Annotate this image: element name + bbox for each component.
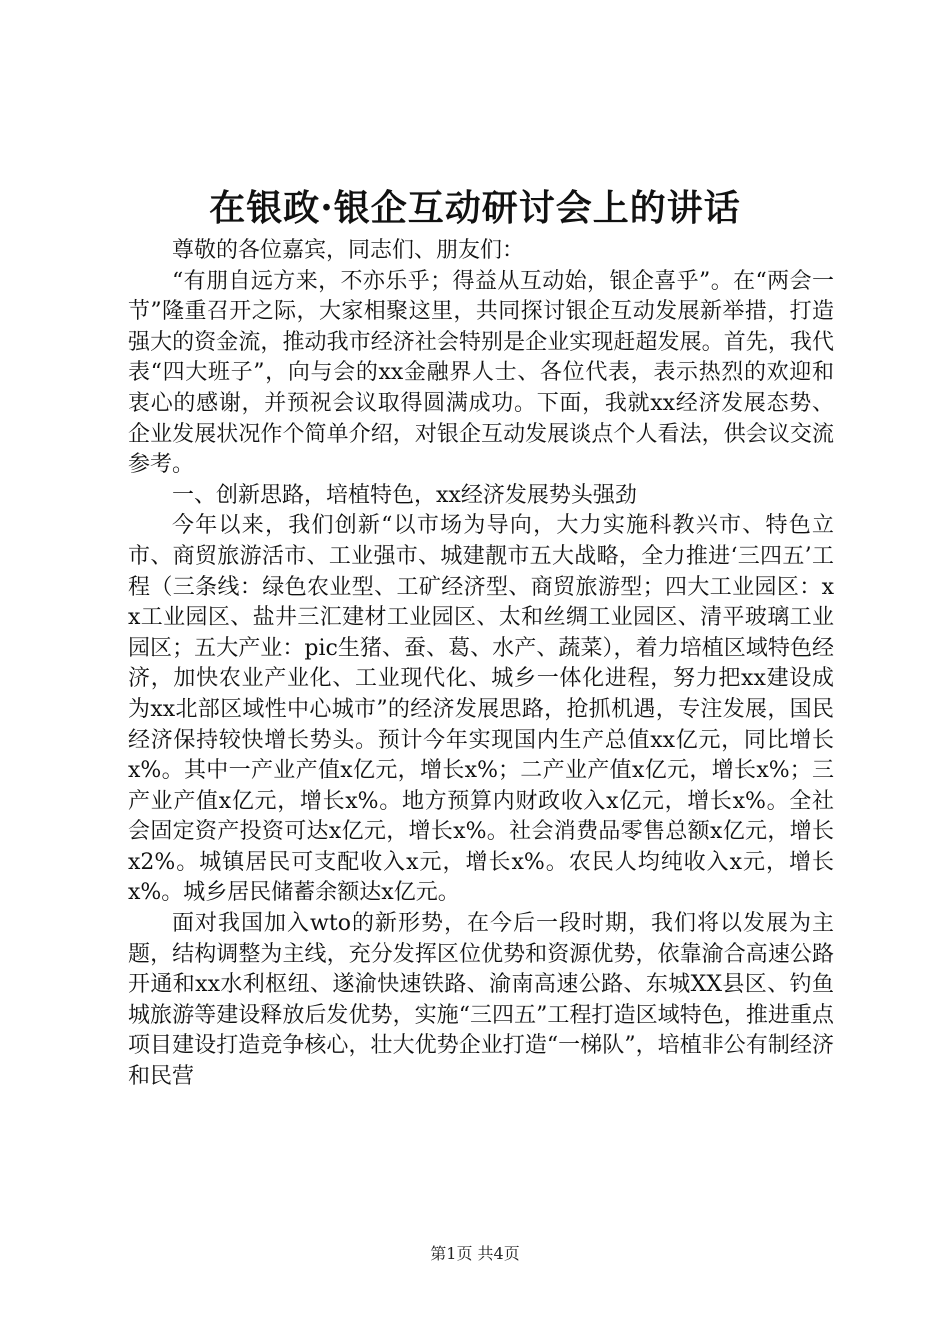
page-number-footer: 第1页 共4页 — [430, 1244, 520, 1263]
outlook-paragraph: 面对我国加入wto的新形势，在今后一段时期，我们将以发展为主题，结构调整为主线，充分发挥区位优势和资源优势，依靠渝合高速公路开通和xx水利枢纽、遂渝快速铁路、渝南高速公路、东城XX县区、钓鱼城旅游等建设释放后发优势，实施“三四五”工程打造区域特色，推进重点项目建设打造竞争核心，壮大优势企业打造“一梯队”，培植非公有制经济和民营 — [128, 911, 834, 1090]
document-title: 在银政·银企互动研讨会上的讲话 — [209, 187, 741, 229]
section-heading: 一、创新思路，培植特色，xx经济发展势头强劲 — [172, 482, 637, 508]
economy-paragraph: 今年以来，我们创新“以市场为导向，大力实施科教兴市、特色立市、商贸旅游活市、工业强市、城建靓市五大战略，全力推进‘三四五’工程（三条线：绿色农业型、工矿经济型、商贸旅游型；四大工业园区：xx工业园区、盐井三汇建材工业园区、太和丝绸工业园区、清平玻璃工业园区；五大产业：pic生猪、蚕、葛、水产、蔬菜），着力培植区域特色经济，加快农业产业化、工业现代化、城乡一体化进程，努力把xx建设成为xx北部区域性中心城市”的经济发展思路，抢抓机遇，专注发展，国民经济保持较快增长势头。预计今年实现国内生产总值xx亿元，同比增长x%。其中一产业产值x亿元，增长x%；二产业产值x亿元，增长x%；三产业产值x亿元，增长x%。地方预算内财政收入x亿元，增长x%。全社会固定资产投资可达x亿元，增长x%。社会消费品零售总额x亿元，增长x2%。城镇居民可支配收入x元，增长x%。农民人均纯收入x元，增长x%。城乡居民储蓄余额达x亿元。 — [128, 513, 834, 906]
opening-paragraph: “有朋自远方来，不亦乐乎；得益从互动始，银企喜乎”。在“两会一节”隆重召开之际，大家相聚这里，共同探讨银企互动发展新举措，打造强大的资金流，推动我市经济社会特别是企业实现赶超发展。首先，我代表“四大班子”，向与会的xx金融界人士、各位代表，表示热烈的欢迎和衷心的感谢，并预祝会议取得圆满成功。下面，我就xx经济发展态势、企业发展状况作个简单介绍，对银企互动发展谈点个人看法，供会议交流参考。 — [128, 268, 834, 478]
salutation-paragraph: 尊敬的各位嘉宾，同志们、朋友们： — [172, 238, 525, 263]
document-body — [128, 236, 834, 1093]
